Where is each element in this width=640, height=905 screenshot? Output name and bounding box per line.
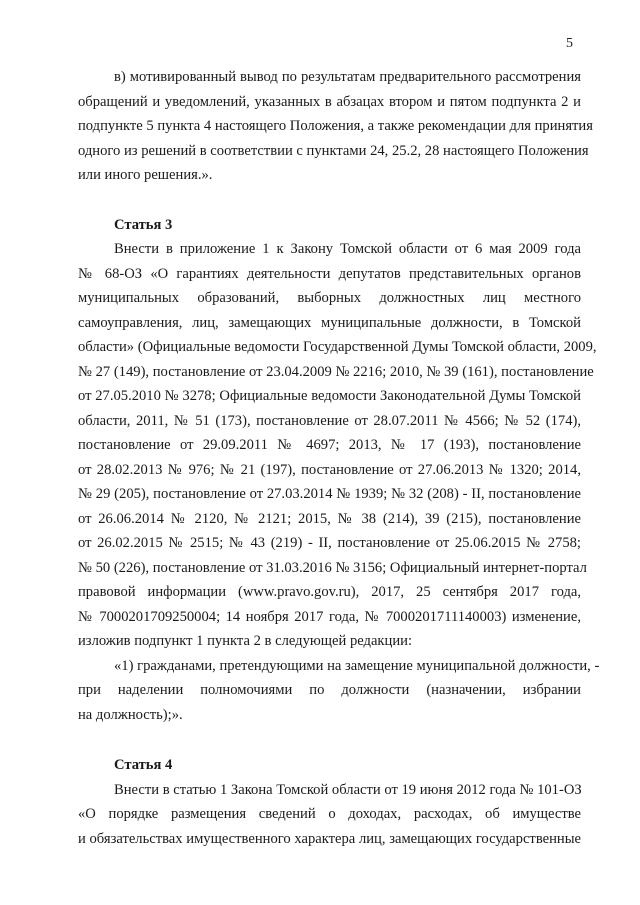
text-line: от 26.02.2015 № 2515; № 43 (219) - II, постановление от 25.06.2015 № 2758;	[78, 535, 581, 551]
article-3-heading: Статья 3	[114, 216, 173, 233]
text-line: постановление от 29.09.2011 № 4697; 2013, № 17 (193), постановление	[78, 437, 581, 453]
text-line: обращений и уведомлений, указанных в абзацах втором и пятом подпункта 2 и	[78, 93, 581, 110]
text-line: области, 2011, № 51 (173), постановление от 28.07.2011 № 4566; № 52 (174),	[78, 412, 581, 429]
text-line: № 68-ОЗ «О гарантиях деятельности депутатов представительных органов	[78, 265, 581, 282]
text-line: № 27 (149), постановление от 23.04.2009 № 2216; 2010, № 39 (161), постановление	[78, 363, 594, 380]
text-line: правовой информации (www.pravo.gov.ru), 2017, 25 сентября 2017 года,	[78, 584, 581, 600]
text-line: от 27.05.2010 № 3278; Официальные ведомости Законодательной Думы Томской	[78, 388, 581, 404]
paragraph-v	[78, 65, 593, 188]
text-line: № 7000201709250004; 14 ноября 2017 года, № 7000201711140003) изменение,	[78, 608, 581, 625]
text-line: Внести в приложение 1 к Закону Томской области от 6 мая 2009 года	[114, 241, 581, 257]
page-number: 5	[566, 36, 573, 51]
text-line: и обязательствах имущественного характера лиц, замещающих государственные	[78, 830, 581, 847]
text-line: при наделении полномочиями по должности (назначении, избрании	[78, 682, 581, 698]
text-line: «1) гражданами, претендующими на замещение муниципальной должности, -	[114, 657, 600, 674]
text-line: от 28.02.2013 № 976; № 21 (197), постановление от 27.06.2013 № 1320; 2014,	[78, 461, 581, 478]
text-line: муниципальных образований, выборных должностных лиц местного	[78, 290, 581, 306]
text-line: № 29 (205), постановление от 27.03.2014 № 1939; № 32 (208) - II, постановление	[78, 486, 581, 502]
text-line: подпункте 5 пункта 4 настоящего Положения, а также рекомендации для принятия	[78, 118, 593, 134]
text-line: в) мотивированный вывод по результатам предварительного рассмотрения	[114, 69, 581, 85]
text-line: изложив подпункт 1 пункта 2 в следующей редакции:	[78, 633, 413, 649]
text-line: или иного решения.».	[78, 167, 213, 183]
text-line: «О порядке размещения сведений о доходах, расходах, об имуществе	[78, 806, 581, 822]
document-body	[78, 65, 600, 851]
text-line: одного из решений в соответствии с пунктами 24, 25.2, 28 настоящего Положения	[78, 142, 589, 159]
text-line: Внести в статью 1 Закона Томской области от 19 июня 2012 года № 101-ОЗ	[114, 781, 582, 798]
text-line: области» (Официальные ведомости Государственной Думы Томской области, 2009,	[78, 339, 597, 355]
text-line: № 50 (226), постановление от 31.03.2016 № 3156; Официальный интернет-портал	[78, 559, 587, 576]
text-line: от 26.06.2014 № 2120, № 2121; 2015, № 38 (214), 39 (215), постановление	[78, 510, 581, 527]
article-3-quote	[78, 654, 600, 728]
article-4-paragraph	[78, 778, 581, 852]
article-3-paragraph	[78, 237, 597, 654]
article-4-heading: Статья 4	[114, 757, 173, 773]
text-line: на должность);».	[78, 706, 183, 723]
text-line: самоуправления, лиц, замещающих муниципальные должности, в Томской	[78, 314, 581, 331]
